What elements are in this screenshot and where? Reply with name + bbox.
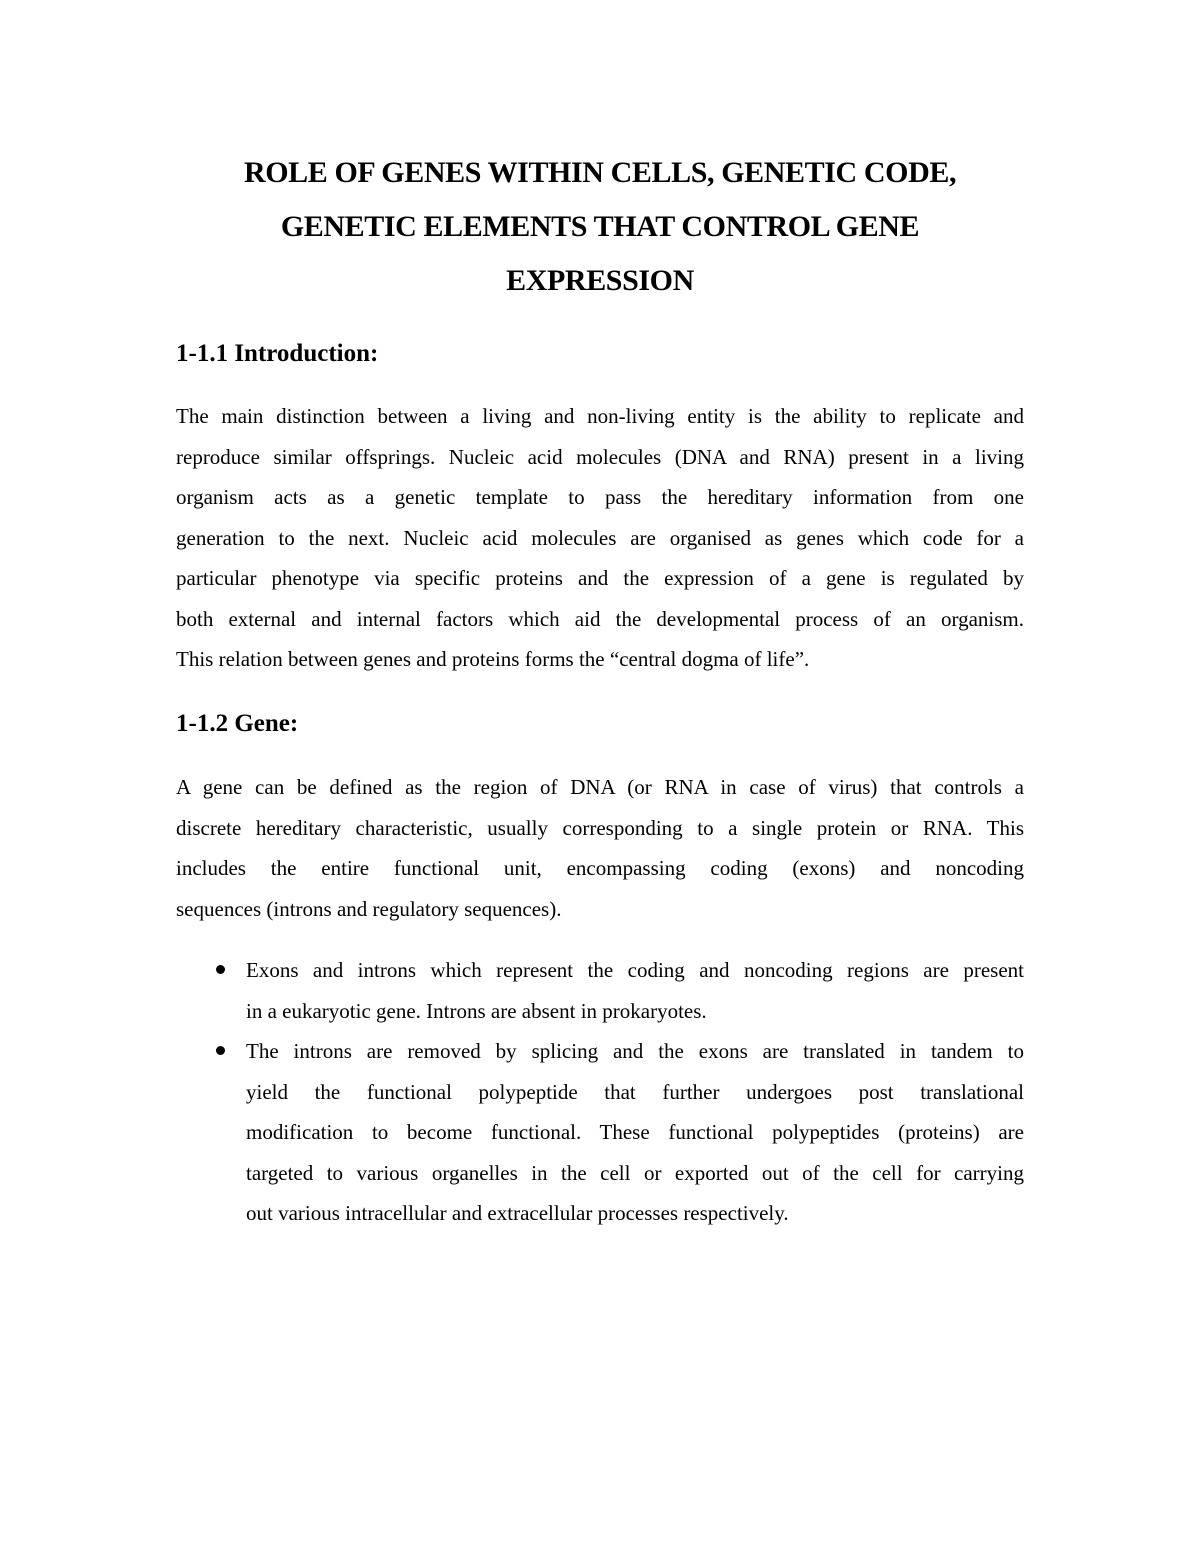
paragraph-line: both external and internal factors which aid the developmental process of an organism. [176,606,1024,631]
paragraph-line: includes the entire functional unit, encompassing coding (exons) and noncoding [176,856,1024,880]
paragraph-line: The main distinction between a living and non-living entity is the ability to replicate and [176,404,1024,428]
title-line-3: EXPRESSION [506,264,694,297]
paragraph-line: reproduce similar offsprings. Nucleic acid molecules (DNA and RNA) present in a living [176,444,1024,469]
introduction-paragraph [176,396,1024,680]
bullet-line: in a eukaryotic gene. Introns are absent in prokaryotes. [246,998,707,1023]
bullet-icon [216,1046,225,1055]
paragraph-line: particular phenotype via specific proteins and the expression of a gene is regulated by [176,566,1024,590]
paragraph-line: discrete hereditary characteristic, usually corresponding to a single protein or RNA. This [176,815,1024,840]
bullet-line: targeted to various organelles in the cell or exported out of the cell for carrying [246,1160,1024,1185]
bullet-item [176,950,1024,1031]
section-heading-gene: 1-1.2 Gene: [176,710,299,737]
bullet-line: The introns are removed by splicing and the exons are translated in tandem to [246,1039,1024,1063]
bullet-line: out various intracellular and extracellular processes respectively. [246,1201,789,1225]
document-title [176,146,1024,308]
title-line-1: ROLE OF GENES WITHIN CELLS, GENETIC CODE, [243,156,957,189]
paragraph-line: organism acts as a genetic template to pass the hereditary information from one [176,485,1024,509]
bullet-line: modification to become functional. These functional polypeptides (proteins) are [246,1120,1024,1144]
bullet-item [176,1031,1024,1234]
title-line-2: GENETIC ELEMENTS THAT CONTROL GENE [280,210,920,243]
bullet-icon [216,965,225,974]
gene-bullet-list [176,950,1024,1234]
gene-paragraph [176,767,1024,929]
bullet-line: Exons and introns which represent the coding and noncoding regions are present [246,958,1024,982]
paragraph-line: A gene can be defined as the region of DNA (or RNA in case of virus) that controls a [176,775,1024,799]
bullet-line: yield the functional polypeptide that further undergoes post translational [246,1079,1024,1104]
section-heading-introduction: 1-1.1 Introduction: [176,340,379,367]
paragraph-line: This relation between genes and proteins forms the “central dogma of life”. [176,647,810,671]
paragraph-line: sequences (introns and regulatory sequences). [176,896,562,921]
paragraph-line: generation to the next. Nucleic acid molecules are organised as genes which code for a [176,525,1024,550]
